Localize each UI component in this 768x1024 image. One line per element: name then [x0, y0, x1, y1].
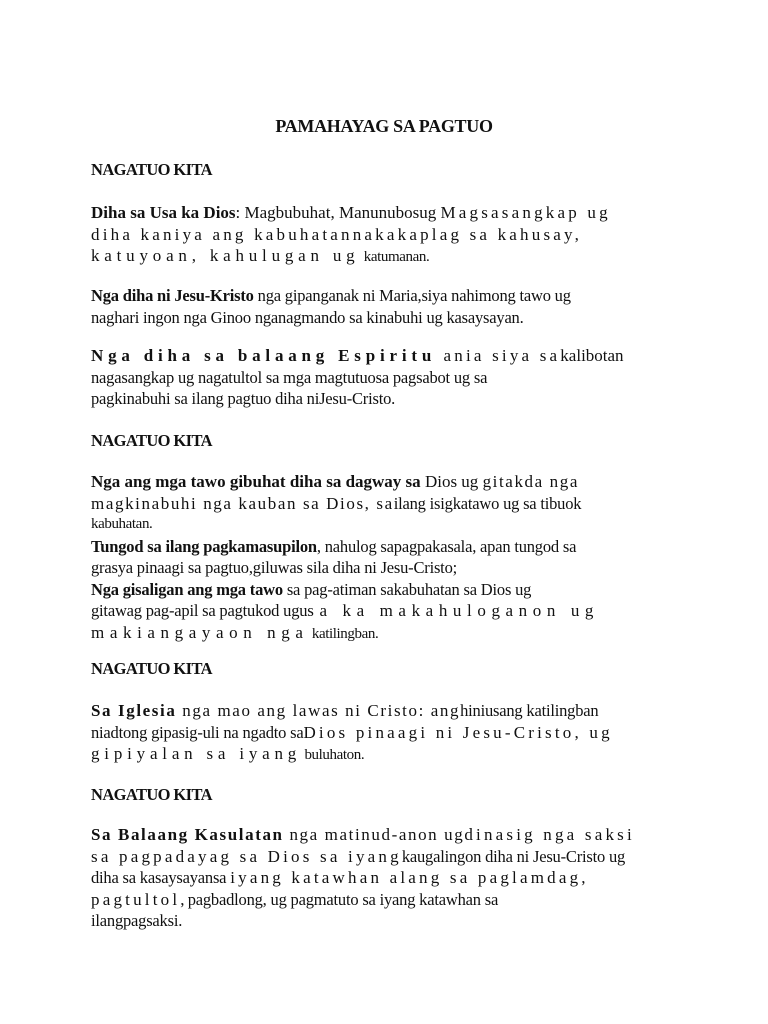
paragraph-line: [91, 471, 691, 493]
text-span: kalibotan: [560, 346, 624, 365]
section-heading-2: NAGATUO KITA: [91, 431, 212, 450]
bold-phrase: Nga diha ni Jesu-Kristo: [91, 286, 254, 305]
section-heading-3: NAGATUO KITA: [91, 659, 212, 678]
bold-phrase: Diha sa Usa ka Dios: [91, 203, 236, 222]
text-span: magkinabuhi nga kauban sa Dios, sa: [91, 493, 394, 513]
paragraph-iglesia: [91, 700, 691, 767]
text-span: pagbadlong, ug pagmatuto sa iyang katawhan sa: [187, 889, 499, 909]
paragraph-line: [91, 536, 691, 558]
paragraph-line: diha kaniya ang kabuhatannakakaplag sa kahusay,: [91, 224, 583, 244]
paragraph-line: [91, 202, 691, 224]
text-span: ania siya sa: [436, 346, 561, 365]
paragraph-line: kabuhatan.: [91, 516, 153, 532]
paragraph-dios: [91, 202, 691, 269]
text-span: Magsasangkap ug: [440, 203, 611, 222]
paragraph-line: ilangpagsaksi.: [91, 911, 183, 930]
paragraph-line: grasya pinaagi sa pagtuo,giluwas sila diha ni Jesu-Cristo;: [91, 558, 457, 577]
paragraph-line: [91, 579, 691, 601]
paragraph-line: [91, 700, 691, 722]
text-span: gitawag pag-apil sa pagtukod ugu: [91, 601, 308, 620]
text-span: gitakda nga: [482, 472, 579, 491]
paragraph-line: [91, 743, 691, 767]
paragraph-line: [91, 889, 691, 911]
bold-phrase: Nga diha sa balaang Espiritu: [91, 346, 437, 365]
text-span: hiniusang katilingban: [460, 701, 599, 720]
paragraph-line: [91, 345, 691, 367]
bold-phrase: Sa Iglesia: [91, 701, 177, 720]
paragraph-line: naghari ingon nga Ginoo nganagmando sa kinabuhi ug kasaysayan.: [91, 307, 524, 327]
text-span: kaugalingon diha ni Jesu-Cristo ug: [401, 846, 626, 866]
document-title: PAMAHAYAG SA PAGTUO: [275, 116, 493, 136]
text-span: gipiyalan sa iyang: [91, 744, 302, 763]
section-heading-4: NAGATUO KITA: [91, 785, 212, 804]
text-span: : Magbubuhat, Manunubosug: [235, 203, 441, 222]
paragraph-line: pagkinabuhi sa ilang pagtuo diha niJesu-Cristo.: [91, 389, 396, 408]
paragraph-line: [91, 622, 691, 646]
paragraph-line: [91, 722, 691, 744]
text-span: buluhaton.: [301, 747, 365, 763]
paragraph-jesu-kristo: [91, 285, 691, 328]
paragraph-line: [91, 846, 691, 868]
paragraph-line: [91, 493, 691, 515]
text-span: ilang isigkatawo ug sa tibuok: [393, 493, 582, 513]
bold-phrase: Sa Balaang Kasulatan: [91, 825, 284, 844]
bold-phrase: Tungod sa ilang pagkamasupilon: [91, 536, 317, 556]
paragraph-line: nagasangkap ug nagatultol sa mga magtutuosa pagsabot ug sa: [91, 367, 488, 387]
text-span: makiangayaon nga: [91, 622, 309, 642]
text-span: dinasig nga saksi: [464, 825, 635, 844]
text-span: pagtultol,: [91, 889, 188, 909]
text-span: katumanan.: [363, 249, 430, 265]
text-span: sa pagpadayag sa Dios sa iyang: [91, 846, 402, 866]
text-span: , nahulog sapagpakasala, apan tungod sa: [316, 536, 577, 556]
text-span: iyang katawhan alang sa paglamdag,: [230, 868, 589, 887]
paragraph-tawo: [91, 471, 691, 645]
text-span: Dios ug: [420, 472, 483, 491]
text-span: nga gipanganak ni Maria,siya nahimong tawo ug: [253, 286, 571, 305]
paragraph-espiritu: [91, 345, 691, 410]
text-span: katuyoan, kahulugan ug: [91, 246, 360, 265]
text-span: katilingban.: [308, 625, 379, 642]
section-heading-1: NAGATUO KITA: [91, 160, 212, 179]
bold-phrase: Nga ang mga tawo gibuhat diha sa dagway sa: [91, 472, 421, 491]
text-span: niadtong gipasig-uli na ngadto sa: [91, 722, 304, 742]
text-span: diha sa kasaysayansa: [91, 868, 231, 887]
text-span: Dios pinaagi ni Jesu-Cristo, ug: [303, 722, 613, 742]
bold-phrase: Nga gisaligan ang mga tawo: [91, 579, 283, 599]
text-span: sa ka makahuloganon ug: [307, 601, 600, 620]
paragraph-kasulatan: [91, 824, 691, 932]
paragraph-line: [91, 867, 691, 889]
paragraph-line: [91, 600, 691, 622]
paragraph-line: [91, 245, 691, 269]
text-span: nga mao ang lawas ni Cristo: ang: [176, 701, 461, 720]
text-span: nga matinud-anon ug: [283, 825, 465, 844]
text-span: sa pag-atiman sakabuhatan sa Dios ug: [282, 579, 532, 599]
paragraph-line: [91, 285, 691, 307]
paragraph-line: [91, 824, 691, 846]
